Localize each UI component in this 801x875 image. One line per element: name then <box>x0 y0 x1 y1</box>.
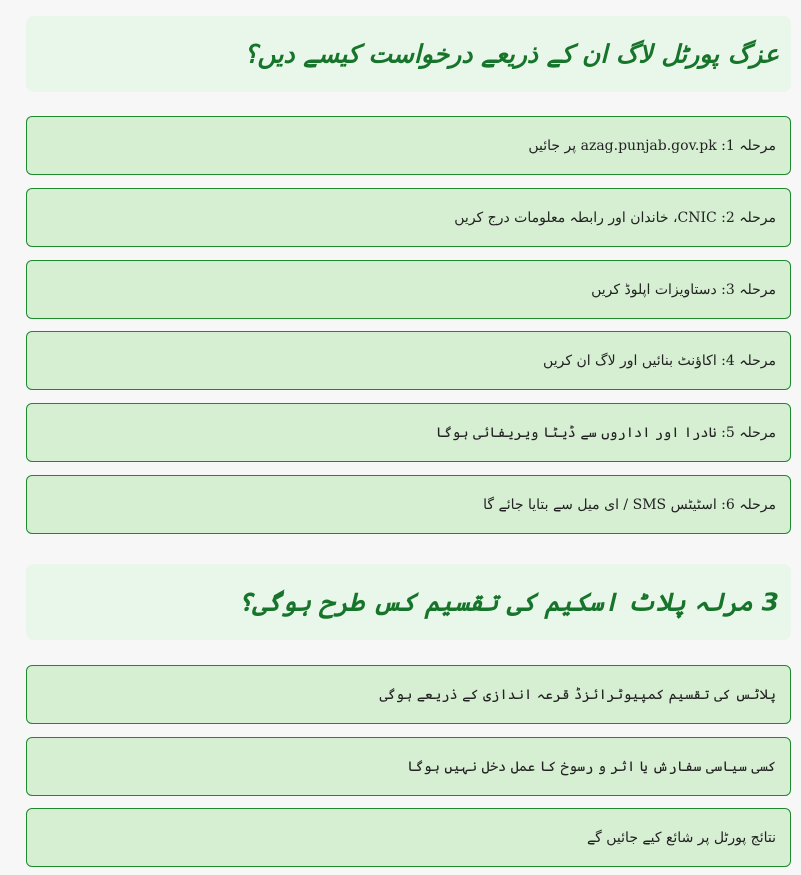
step-card <box>0 188 801 247</box>
step-text: مرحلہ 2: CNIC، خاندان اور رابطہ معلومات درج کریں <box>454 209 776 226</box>
section-distribution <box>0 564 801 640</box>
step-text: نتائج پورٹل پر شائع کیے جائیں گے <box>586 829 776 846</box>
step-text: مرحلہ 1: azag.punjab.gov.pk پر جائیں <box>528 137 776 154</box>
step-card <box>0 116 801 175</box>
step-text: مرحلہ 5: نادرا اور اداروں سے ڈیٹا ویریفائی ہوگا <box>435 424 776 441</box>
section-heading-box <box>26 16 791 92</box>
step-text: پلاٹس کی تقسیم کمپیوٹرائزڈ قرعہ اندازی کے ذریعے ہوگی <box>379 686 776 703</box>
step-item-6 <box>26 475 791 534</box>
step-card <box>0 403 801 462</box>
section-heading: 3 مرلہ پلاٹ اسکیم کی تقسیم کس طرح ہوگی؟ <box>237 587 779 617</box>
step-card <box>0 475 801 534</box>
section-heading-box <box>26 564 791 640</box>
step-item-2 <box>26 188 791 247</box>
distribution-item-1 <box>26 665 791 724</box>
step-item-3 <box>26 260 791 319</box>
step-text: مرحلہ 6: اسٹیٹس SMS / ای میل سے بتایا جائے گا <box>483 496 776 513</box>
step-card <box>0 808 801 867</box>
distribution-item-3 <box>26 808 791 867</box>
step-card <box>0 737 801 796</box>
step-card <box>0 331 801 390</box>
step-item-1 <box>26 116 791 175</box>
step-item-5 <box>26 403 791 462</box>
step-card <box>0 665 801 724</box>
section-application-steps <box>0 16 801 92</box>
step-text: کسی سیاسی سفارش یا اثر و رسوخ کا عمل دخل نہیں ہوگا <box>407 758 776 775</box>
step-card <box>0 260 801 319</box>
step-item-4 <box>26 331 791 390</box>
section-heading: عزگ پورٹل لاگ ان کے ذریعے درخواست کیسے دیں؟ <box>244 39 779 69</box>
distribution-item-2 <box>26 737 791 796</box>
step-text: مرحلہ 3: دستاویزات اپلوڈ کریں <box>591 281 776 298</box>
step-text: مرحلہ 4: اکاؤنٹ بنائیں اور لاگ ان کریں <box>543 352 776 369</box>
